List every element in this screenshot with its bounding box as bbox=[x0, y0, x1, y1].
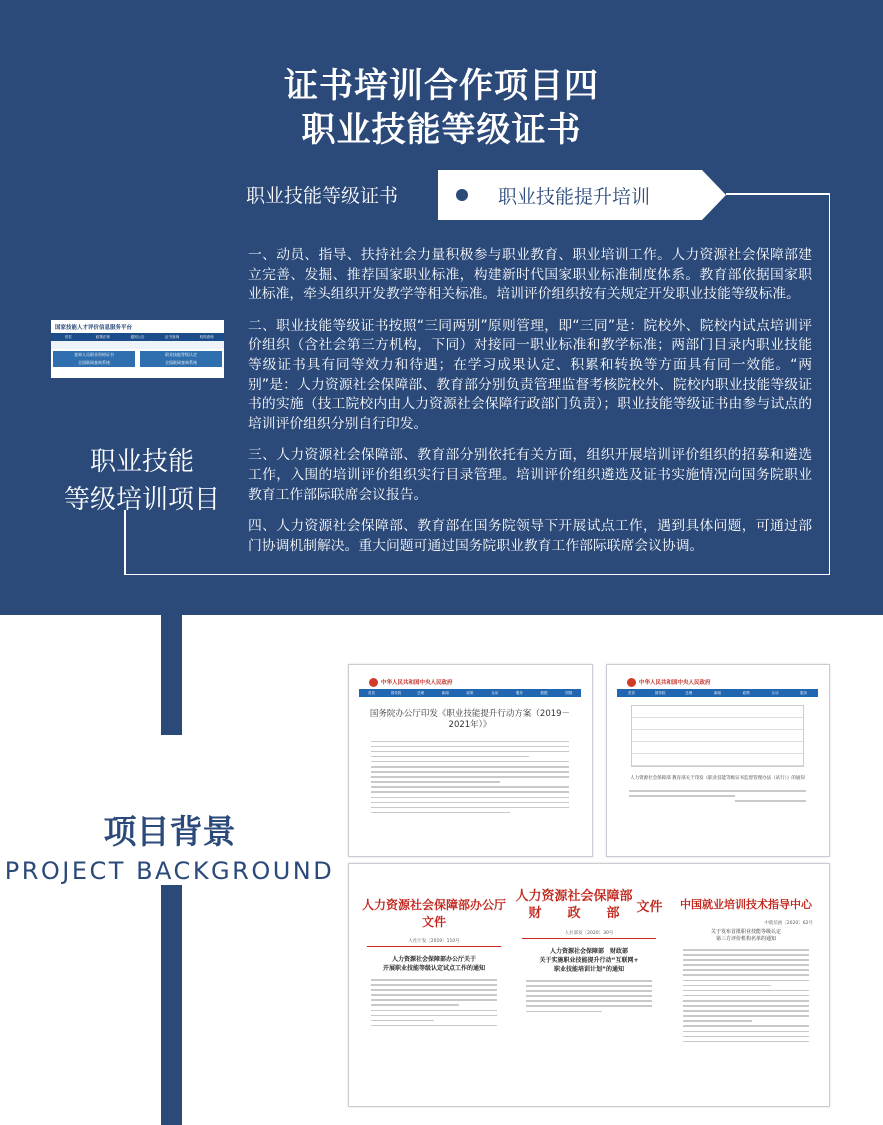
page-title-line2: 职业技能等级证书 bbox=[301, 110, 582, 150]
gov-nav-item: 首页 bbox=[367, 691, 375, 695]
gov-nav-item: 总理 bbox=[417, 691, 425, 695]
document-body-lines bbox=[359, 979, 509, 1026]
vertical-band-upper bbox=[161, 615, 182, 735]
gov-site-name: 中华人民共和国中央人民政府 bbox=[639, 680, 711, 686]
document-title: 第三方评价机构名单的通知 bbox=[715, 936, 776, 942]
red-head-title: 人力资源社会保障部办公厅文件 bbox=[361, 898, 506, 929]
gov-nav-item: 政策 bbox=[742, 691, 750, 695]
document-number: 人社部发〔2020〕30号 bbox=[564, 931, 614, 936]
platform-query-button bbox=[53, 351, 135, 367]
red-head-title: 人力资源社会保障部 bbox=[515, 889, 633, 904]
document-title: 人力资源社会保障部办公厅关于 bbox=[391, 956, 476, 963]
article-title: 国务院办公厅印发《职业技能提升行动方案（2019－2021年）》 bbox=[369, 709, 571, 730]
platform-nav bbox=[51, 333, 224, 341]
platform-nav-item: 机构查询 bbox=[199, 335, 214, 339]
policy-text bbox=[248, 246, 812, 568]
document-title: 关于实施职业技能提升行动“互联网+ bbox=[539, 957, 639, 964]
gov-nav-item: 国务院 bbox=[654, 691, 666, 695]
document-title: 职业技能培训计划”的通知 bbox=[554, 966, 624, 973]
gov-site-name: 中华人民共和国中央人民政府 bbox=[381, 680, 453, 686]
document-card-gov-notice bbox=[606, 664, 830, 857]
gov-nav-item: 数据 bbox=[540, 691, 548, 695]
red-head-title: 财 政 部 bbox=[528, 906, 620, 921]
gov-nav-item: 政策 bbox=[466, 691, 474, 695]
notice-title: 人力资源社会保障部 教育部关于印发《职业技能等级证书监督管理办法（试行）》的通知 bbox=[630, 776, 805, 781]
paragraph: 一、动员、指导、扶持社会力量积极参与职业教育、职业培训工作。人力资源社会保障部建立完善、发掘、推荐国家职业标准，构建新时代国家职业标准制度体系。教育部依据国家职业标准，牵头组织开发教学等相关标准。培训评价组织按有关规定开发职业技能等级标准。 bbox=[248, 247, 812, 303]
gov-nav-item: 新闻 bbox=[441, 691, 449, 695]
document-title: 人力资源社会保障部 财政部 bbox=[549, 948, 628, 955]
background-title: 项目背景 bbox=[103, 812, 236, 851]
paragraph: 四、人力资源社会保障部、教育部在国务院领导下开展试点工作，遇到具体问题，可通过部门协调机制解决。重大问题可通过国务院职业教育工作部际联席会议协调。 bbox=[248, 518, 812, 554]
paragraph: 三、人力资源社会保障部、教育部分别依托有关方面，组织开展培训评价组织的招募和遴选工作，入围的培训评价组织实行目录管理。培训评价组织遴选及证书实施情况向国务院职业教育工作部际联席会议报告。 bbox=[248, 447, 812, 503]
gov-nav-item: 服务 bbox=[515, 691, 523, 695]
platform-bar bbox=[51, 341, 224, 349]
tab-training-label: 职业技能提升培训 bbox=[498, 186, 651, 208]
paragraph: 二、职业技能等级证书按照“三同两别”原则管理，即“三同”是：院校外、院校内试点培训评价组织（含社会第三方机构，下同）对接同一职业标准和教学标准；两部门目录内职业技能等级证书具有同等效力和待遇；在学习成果认定、积累和转换等方面具有同一效能。“两别”是：人力资源社会保障部、教育部分别负责管理监督考核院校外、院校内职业技能等级证书的实施（技工院校内由人力资源社会保障行政部门负责）；职业技能等级证书由参与试点的培训评价组织分别自行印发。 bbox=[248, 317, 812, 432]
gov-nav-item: 国务院 bbox=[390, 691, 402, 695]
platform-button-text: 查询人员职业资格证书 bbox=[74, 352, 114, 357]
platform-button-text: 全国联网查询系统 bbox=[78, 360, 110, 365]
document-title: 开展职业技能等级认定试点工作的通知 bbox=[382, 965, 485, 972]
document-card-gov-plan bbox=[348, 664, 593, 857]
red-head-document-1 bbox=[359, 874, 509, 1096]
red-head-document-2 bbox=[514, 874, 664, 1096]
document-card-red-head bbox=[348, 863, 830, 1107]
platform-button-text: 全国联网查询系统 bbox=[165, 360, 197, 365]
platform-name: 国家技能人才评价信息服务平台 bbox=[55, 324, 133, 331]
document-number: 中就培函〔2020〕62号 bbox=[764, 921, 813, 926]
platform-nav-item: 首页 bbox=[64, 335, 72, 339]
red-divider bbox=[367, 946, 501, 947]
section-title-line2: 等级培训项目 bbox=[63, 485, 220, 515]
frame-top-edge bbox=[726, 193, 830, 195]
frame-left-edge bbox=[124, 510, 126, 575]
red-head-word: 文件 bbox=[636, 899, 663, 915]
notice-body-lines bbox=[617, 790, 818, 802]
vertical-band-lower bbox=[161, 885, 182, 1125]
platform-buttons bbox=[51, 349, 224, 369]
article-body-lines bbox=[359, 741, 581, 814]
background-subtitle: PROJECT BACKGROUND bbox=[4, 857, 335, 885]
national-emblem-icon bbox=[369, 678, 378, 687]
tab-certificate[interactable]: 职业技能等级证书 bbox=[246, 185, 399, 207]
section-title-line1: 职业技能 bbox=[89, 447, 194, 477]
gov-nav-item: 互动 bbox=[491, 691, 499, 695]
red-head-block bbox=[514, 888, 664, 922]
page-title-line1: 证书培训合作项目四 bbox=[284, 66, 599, 106]
red-head-title: 中国就业培训技术指导中心 bbox=[680, 898, 812, 911]
gov-site-header bbox=[617, 675, 818, 689]
platform-button-text: 职业技能等级认定 bbox=[165, 352, 197, 357]
document-body-lines bbox=[671, 949, 821, 1042]
national-emblem-icon bbox=[627, 678, 636, 687]
gov-site-header bbox=[359, 675, 581, 689]
document-page bbox=[617, 675, 818, 846]
document-page bbox=[359, 675, 581, 846]
gov-nav-item: 总理 bbox=[685, 691, 693, 695]
platform-header bbox=[51, 320, 224, 333]
gov-nav-item: 互动 bbox=[771, 691, 779, 695]
red-divider bbox=[522, 938, 656, 939]
gov-site-nav bbox=[617, 689, 818, 697]
notice-meta-table bbox=[631, 705, 804, 767]
gov-nav-item: 服务 bbox=[800, 691, 808, 695]
document-number: 人社厅发〔2019〕110号 bbox=[408, 939, 460, 944]
gov-nav-item: 首页 bbox=[627, 691, 635, 695]
platform-nav-item: 通知公告 bbox=[130, 335, 145, 339]
platform-nav-item: 政策法规 bbox=[95, 335, 110, 339]
gov-site-nav bbox=[359, 689, 581, 697]
red-head-document-3 bbox=[671, 874, 821, 1096]
platform-screenshot bbox=[51, 320, 224, 378]
document-body-lines bbox=[514, 980, 664, 1012]
platform-query-button bbox=[140, 351, 222, 367]
platform-nav-item: 证书查询 bbox=[165, 335, 180, 339]
document-title: 关于发布首批职业技能等级认定 bbox=[710, 929, 781, 935]
gov-nav-item: 国情 bbox=[565, 691, 573, 695]
gov-nav-item: 新闻 bbox=[714, 691, 722, 695]
